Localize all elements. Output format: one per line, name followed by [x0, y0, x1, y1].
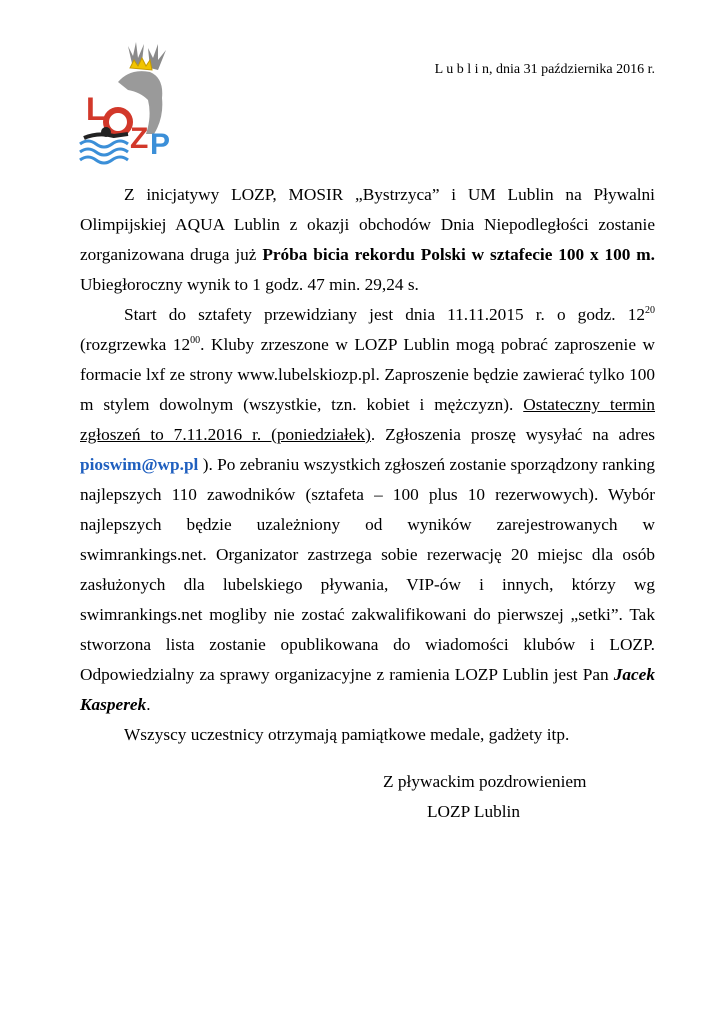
- deadline-text: Ostateczny termin zgłoszeń to 7.11.2016 r. (poniedziałek): [80, 395, 656, 444]
- record-attempt-title: Próba bicia rekordu Polski w sztafecie 100 x 100 m.: [262, 245, 655, 264]
- letter-body: [80, 180, 655, 750]
- lozp-logo-graphic: [78, 38, 188, 168]
- wave-shape: [80, 149, 128, 155]
- document-date: L u b l i n, dnia 31 października 2016 r.: [434, 62, 655, 77]
- closing-greeting: Z pływackim pozdrowieniem: [383, 772, 587, 791]
- email-link[interactable]: pioswim@wp.pl: [80, 455, 199, 474]
- paragraph-medals: Wszyscy uczestnicy otrzymają pamiątkowe medale, gadżety itp.: [124, 725, 570, 744]
- closing-block: [383, 767, 586, 827]
- closing-organization: LOZP Lublin: [427, 802, 520, 821]
- contact-person-name: Jacek Kasperek: [80, 665, 655, 714]
- logo-letter-p: P: [150, 128, 171, 161]
- wave-shape: [80, 141, 128, 147]
- wave-shape: [80, 157, 128, 163]
- logo-letter-l: L: [86, 91, 106, 127]
- logo-letter-z: Z: [130, 122, 149, 155]
- paragraph-details: Start do sztafety przewidziany jest dnia 11.11.2015 r. o godz. $12^{20}$ (rozgrzewka $12^{00}$. Kluby zrzeszone w LOZP Lublin mogą pobrać zaproszenie w formacie lxf ze strony www.lubelskiozp.pl. Zaproszenie będzie zawierać tylko 100 m stylem dowolnym (wszystkie, tzn. kobiet i mężczyzn). Ostateczny termin zgłoszeń to 7.11.2016 r. (poniedziałek). Zgłoszenia proszę wysyłać na adres pioswim@wp.pl ). Po zebraniu wszystkich zgłoszeń zostanie sporządzony ranking najlepszych 110 zawodników (sztafeta – 100 plus 10 rezerwowych). Wybór najlepszych będzie uzależniony od wyników zarejestrowanych w swimrankings.net. Organizator zastrzega sobie rezerwację 20 miejsc dla osób zasłużonych dla lubelskiego pływania, VIP-ów i innych, którzy wg swimrankings.net mogliby nie zostać zakwalifikowani do pierwszej „setki”. Tak stworzona lista zostanie opublikowana do wiadomości klubów i LOZP. Odpowiedzialny za sprawy organizacyjne z ramienia LOZP Lublin jest Pan Jacek Kasperek.: [80, 305, 656, 714]
- lozp-logo: [78, 38, 188, 168]
- paragraph-announcement: Z inicjatywy LOZP, MOSIR „Bystrzyca” i UM Lublin na Pływalni Olimpijskiej AQUA Lublin z okazji obchodów Dnia Niepodległości zostanie zorganizowana druga już Próba bicia rekordu Polski w sztafecie 100 x 100 m. Ubiegłoroczny wynik to 1 godz. 47 min. 29,24 s.: [80, 185, 655, 294]
- swimmer-arm: [84, 134, 128, 138]
